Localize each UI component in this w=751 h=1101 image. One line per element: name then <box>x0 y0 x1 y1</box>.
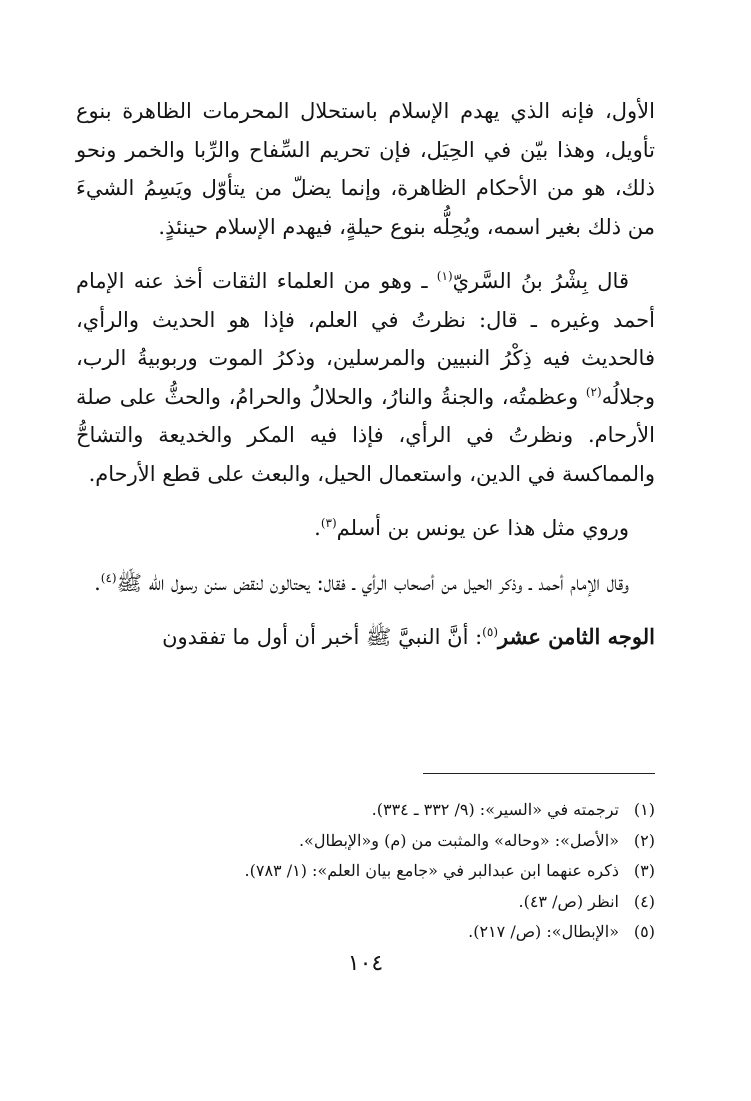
book-page <box>76 92 655 1101</box>
paragraph-text: . <box>94 570 101 595</box>
footnotes <box>76 795 655 948</box>
footnote-text: ذكره عنهما ابن عبدالبر في «جامع بيان العلم»: (١/ ٧٨٣). <box>244 861 619 880</box>
footnote-number: (١) <box>633 800 655 819</box>
footnote-item <box>76 887 655 918</box>
footnote-ref-2: (٢) <box>585 384 602 399</box>
footnote-number: (٢) <box>633 830 655 850</box>
main-text <box>76 92 655 657</box>
paragraph-text: وعظمتُه، والجنةُ والنارُ، والحلالُ والحرامُ، والحثُّ على صلة الأرحام. ونظرتُ في الرأي، فإذا فيه المكر والخديعة والتشاحُّ والمماكسة في الدين، واستعمال الحيل، والبعث على قطع الأرحام. <box>76 384 655 486</box>
footnote-ref-1: (١) <box>436 269 453 283</box>
footnote-text: «الإبطال»: (ص/ ٢١٧). <box>468 922 619 941</box>
paragraph-text: : أنَّ النبيَّ ﷺ أخبر أن أول ما تفقدون <box>162 625 483 649</box>
footnote-number: (٥) <box>633 922 655 941</box>
footnote-item <box>76 795 655 826</box>
footnote-item <box>76 826 655 857</box>
footnote-text: انظر (ص/ ٤٣). <box>518 891 619 911</box>
footnote-number: (٣) <box>633 861 655 880</box>
paragraph-continuation <box>76 92 655 246</box>
footnote-item <box>76 856 655 887</box>
footnote-text: ترجمته في «السير»: (٩/ ٣٣٢ ـ ٣٣٤). <box>371 800 619 819</box>
footnote-ref-5: (٥) <box>482 625 498 639</box>
footnote-ref-4: (٤) <box>100 570 117 585</box>
footnote-number: (٤) <box>633 891 655 911</box>
section-heading: الوجه الثامن عشر <box>498 624 655 649</box>
paragraph-text: . <box>314 516 321 540</box>
paragraph-eighteenth-aspect <box>76 618 655 657</box>
paragraph-yunus <box>76 509 655 548</box>
page-number: ١٠٤ <box>347 951 384 976</box>
paragraph-bishr <box>76 262 655 493</box>
footnote-ref-3: (٣) <box>320 516 337 530</box>
footnote-divider <box>423 773 655 774</box>
paragraph-text: وقال الإمام أحمد ـ وذكر الحيل من أصحاب الرأي ـ فقال: يحتالون لنقض سنن رسول الله ﷺ <box>116 570 629 595</box>
paragraph-ahmad <box>76 564 655 603</box>
paragraph-text: قال بِشْرُ بنُ السَّريّ <box>452 269 629 293</box>
paragraph-text: الأول، فإنه الذي يهدم الإسلام باستحلال المحرمات الظاهرة بنوع تأويل، وهذا بيّن في الحِيَل، فإن تحريم السِّفاح والرِّبا والخمر ونحو ذلك، هو من الأحكام الظاهرة، وإنما يضلّ من يتأوّل ويَسِمُ الشيءَ من ذلك بغير اسمه، ويُحِلُّه بنوع حيلةٍ، فيهدم الإسلام حينئذٍ. <box>76 99 655 239</box>
paragraph-text: ـ وهو من العلماء الثقات أخذ عنه الإمام أحمد وغيره ـ قال: نظرتُ في العلم، فإذا هو الحديث والرأي، فالحديث فيه ذِكْرُ النبيين والمرسلين، وذكرُ الموت وربوبيةُ الرب، وجلالُه <box>76 269 655 409</box>
paragraph-text: وروي مثل هذا عن يونس بن أسلم <box>336 516 629 540</box>
footnote-text: «الأصل»: «وحاله» والمثبت من (م) و«الإبطال». <box>298 830 619 850</box>
footnote-item <box>76 917 655 948</box>
